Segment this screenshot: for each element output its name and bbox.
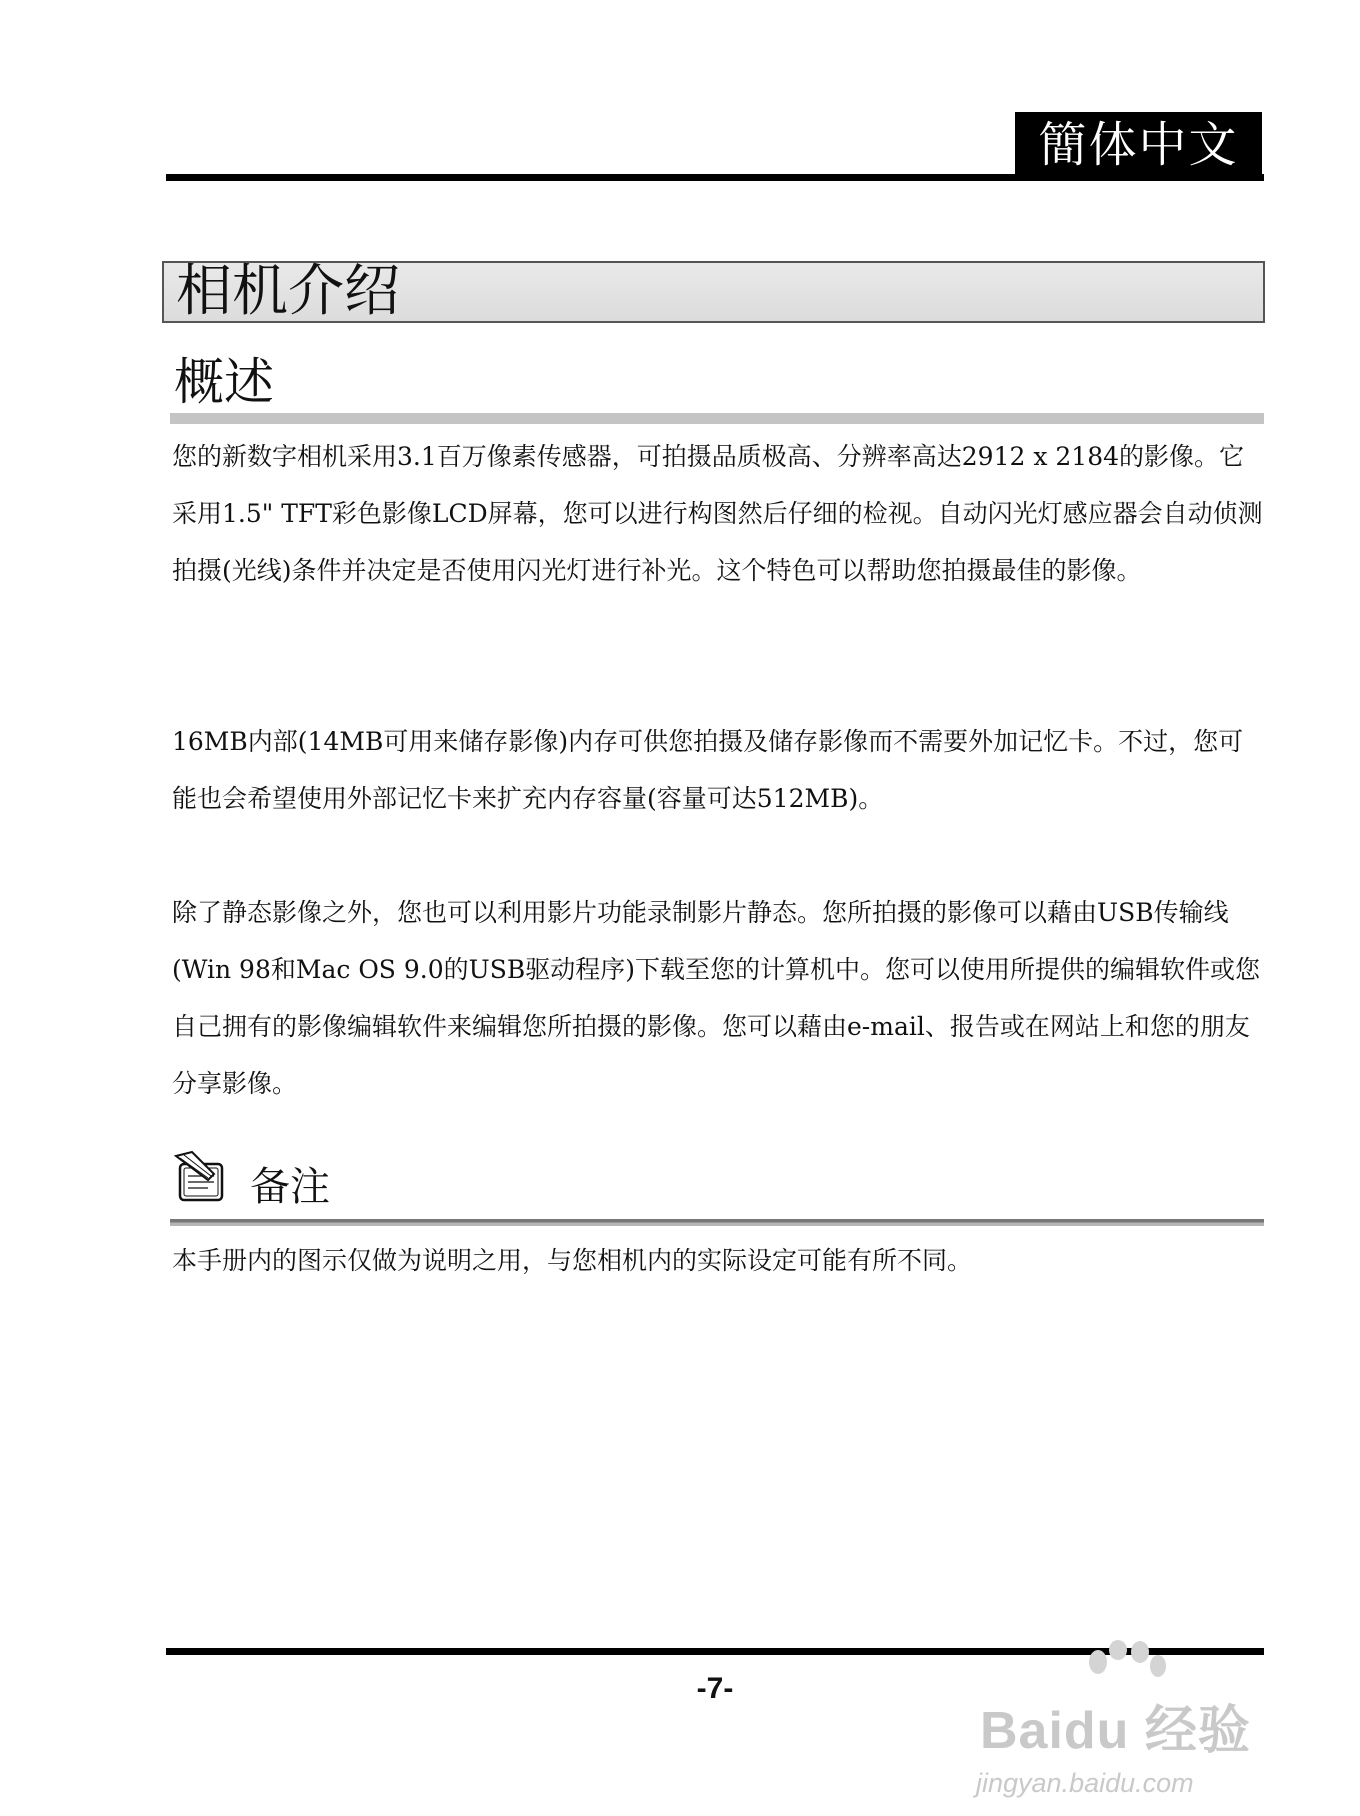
page-number: -7- [696,1672,734,1705]
paragraph-overview: 您的新数字相机采用3.1百万像素传感器，可拍摄品质极高、分辨率高达2912 x 2184的影像。它采用1.5" TFT彩色影像LCD屏幕，您可以进行构图然后仔细的检视。自动闪光灯感应器会自动侦测拍摄(光线)条件并决定是否使用闪光灯进行补光。这个特色可以帮助您拍摄最佳的影像。 [172,442,1263,585]
note-pad-icon [174,1150,228,1206]
header-rule [166,174,1264,181]
baidu-watermark [960,1640,1295,1810]
subsection-title: 概述 [174,353,274,411]
watermark-logo: Baidu 经验 [980,1702,1251,1760]
note-rule [170,1219,1264,1226]
paragraph-video-usb: 除了静态影像之外，您也可以利用影片功能录制影片静态。您所拍摄的影像可以藉由USB传输线(Win 98和Mac OS 9.0的USB驱动程序)下载至您的计算机中。您可以使用所提供的编辑软件或您自己拥有的影像编辑软件来编辑您所拍摄的影像。您可以藉由e-mail、报告或在网站上和您的朋友分享影像。 [172,898,1260,1098]
watermark-url: jingyan.baidu.com [976,1768,1194,1798]
subsection-rule [170,413,1264,424]
paragraph-memory: 16MB内部(14MB可用来储存影像)内存可供您拍摄及储存影像而不需要外加记忆卡。不过，您可能也会希望使用外部记忆卡来扩充内存容量(容量可达512MB)。 [172,727,1244,813]
note-title: 备注 [250,1164,330,1210]
section-title: 相机介绍 [162,261,1265,323]
note-text: 本手册内的图示仅做为说明之用，与您相机内的实际设定可能有所不同。 [172,1246,973,1275]
language-tab: 簡体中文 [1015,112,1262,178]
paw-icon [1080,1640,1170,1692]
